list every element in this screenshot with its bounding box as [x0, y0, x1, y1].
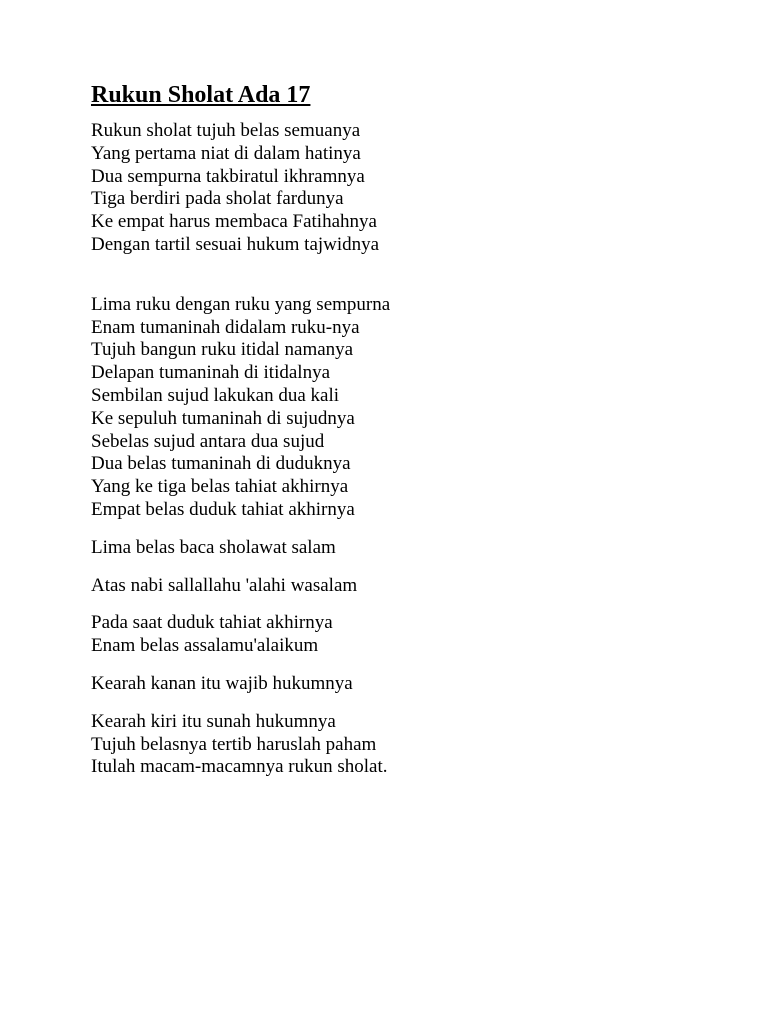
- poem-line: Tujuh bangun ruku itidal namanya: [91, 339, 354, 361]
- poem-line: Enam tumaninah didalam ruku-nya: [91, 316, 360, 338]
- poem-line: Tujuh belasnya tertib haruslah paham: [91, 733, 377, 755]
- poem-line: Rukun sholat tujuh belas semuanya: [91, 120, 361, 141]
- poem-line: Dua belas tumaninah di duduknya: [91, 453, 351, 475]
- stanza-3: [91, 537, 711, 560]
- poem-line: Tiga berdiri pada sholat fardunya: [91, 188, 344, 210]
- poem-line: Kearah kiri itu sunah hukumnya: [91, 710, 336, 732]
- poem-line: Atas nabi sallallahu 'alahi wasalam: [91, 574, 358, 596]
- poem-line: Kearah kanan itu wajib hukumnya: [91, 672, 353, 694]
- poem-line: Yang pertama niat di dalam hatinya: [91, 142, 361, 164]
- poem-line: Dengan tartil sesuai hukum tajwidnya: [91, 233, 380, 255]
- poem-line: Ke sepuluh tumaninah di sujudnya: [91, 407, 355, 429]
- stanza-6: [91, 673, 711, 696]
- document-page: [91, 78, 711, 779]
- poem-line: Empat belas duduk tahiat akhirnya: [91, 498, 355, 520]
- poem-line: Delapan tumaninah di itidalnya: [91, 362, 331, 384]
- stanza-1: [91, 120, 711, 257]
- stanza-5: [91, 612, 711, 658]
- poem-line: Yang ke tiga belas tahiat akhirnya: [91, 476, 349, 498]
- stanza-4: [91, 575, 711, 598]
- stanza-7: [91, 711, 711, 779]
- document-title: Rukun Sholat Ada 17: [91, 82, 311, 108]
- poem-line: Dua sempurna takbiratul ikhramnya: [91, 165, 365, 187]
- poem-line: Sebelas sujud antara dua sujud: [91, 430, 325, 452]
- poem-line: Sembilan sujud lakukan dua kali: [91, 384, 340, 406]
- stanza-2: [91, 294, 711, 522]
- poem-line: Itulah macam-macamnya rukun sholat.: [91, 756, 388, 778]
- poem-line: Lima belas baca sholawat salam: [91, 536, 336, 558]
- poem-line: Ke empat harus membaca Fatihahnya: [91, 211, 377, 233]
- poem-line: Enam belas assalamu'alaikum: [91, 635, 319, 657]
- poem-line: Lima ruku dengan ruku yang sempurna: [91, 293, 391, 315]
- poem-line: Pada saat duduk tahiat akhirnya: [91, 612, 333, 634]
